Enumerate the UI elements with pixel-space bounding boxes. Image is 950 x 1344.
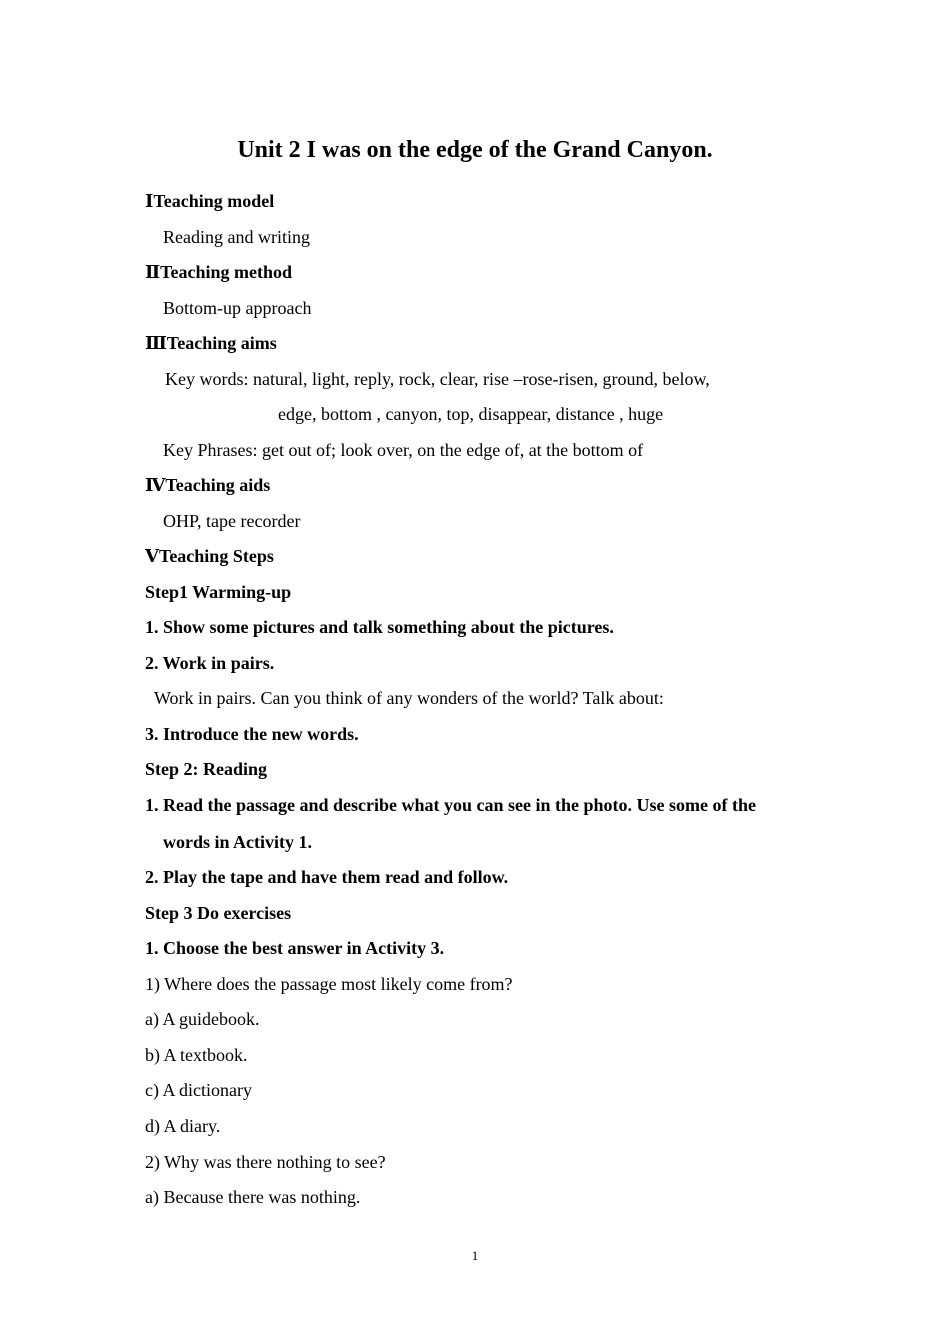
teaching-method-text: Bottom-up approach bbox=[163, 298, 312, 318]
heading-teaching-steps: ⅤTeaching Steps bbox=[145, 546, 274, 566]
step1-item-2: 2. Work in pairs. bbox=[145, 653, 275, 673]
step1-item-3: 3. Introduce the new words. bbox=[145, 724, 359, 744]
step1-item-2-text: Work in pairs. Can you think of any wonders of the world? Talk about: bbox=[154, 688, 664, 708]
heading-teaching-aids: ⅣTeaching aids bbox=[145, 475, 271, 495]
step1-item-1: 1. Show some pictures and talk something about the pictures. bbox=[145, 617, 614, 637]
question-1-option-b: b) A textbook. bbox=[145, 1045, 248, 1065]
question-2-option-a: a) Because there was nothing. bbox=[145, 1187, 361, 1207]
heading-teaching-aims: ⅢTeaching aims bbox=[145, 333, 277, 353]
question-1: 1) Where does the passage most likely come from? bbox=[145, 974, 513, 994]
question-1-option-c: c) A dictionary bbox=[145, 1080, 252, 1100]
key-words-line-2: edge, bottom , canyon, top, disappear, distance , huge bbox=[278, 404, 664, 424]
heading-teaching-model: ⅠTeaching model bbox=[145, 191, 275, 211]
teaching-aids-text: OHP, tape recorder bbox=[163, 511, 301, 531]
question-1-option-a: a) A guidebook. bbox=[145, 1009, 260, 1029]
step2-item-1-line-1: 1. Read the passage and describe what you can see in the photo. Use some of the bbox=[145, 795, 756, 815]
step2-item-2: 2. Play the tape and have them read and follow. bbox=[145, 867, 509, 887]
key-words-line-1: Key words: natural, light, reply, rock, clear, rise –rose-risen, ground, below, bbox=[165, 369, 710, 389]
heading-teaching-method: ⅡTeaching method bbox=[145, 262, 293, 282]
teaching-model-text: Reading and writing bbox=[163, 227, 310, 247]
page-title: Unit 2 I was on the edge of the Grand Canyon. bbox=[237, 137, 713, 163]
step3-heading: Step 3 Do exercises bbox=[145, 903, 292, 923]
step2-heading: Step 2: Reading bbox=[145, 759, 268, 779]
step1-heading: Step1 Warming-up bbox=[145, 582, 292, 602]
step3-item-1: 1. Choose the best answer in Activity 3. bbox=[145, 938, 445, 958]
question-1-option-d: d) A diary. bbox=[145, 1116, 221, 1136]
key-phrases-line: Key Phrases: get out of; look over, on the edge of, at the bottom of bbox=[163, 440, 644, 460]
question-2: 2) Why was there nothing to see? bbox=[145, 1152, 386, 1172]
page-number: 1 bbox=[471, 1248, 479, 1263]
step2-item-1-line-2: words in Activity 1. bbox=[163, 832, 313, 852]
